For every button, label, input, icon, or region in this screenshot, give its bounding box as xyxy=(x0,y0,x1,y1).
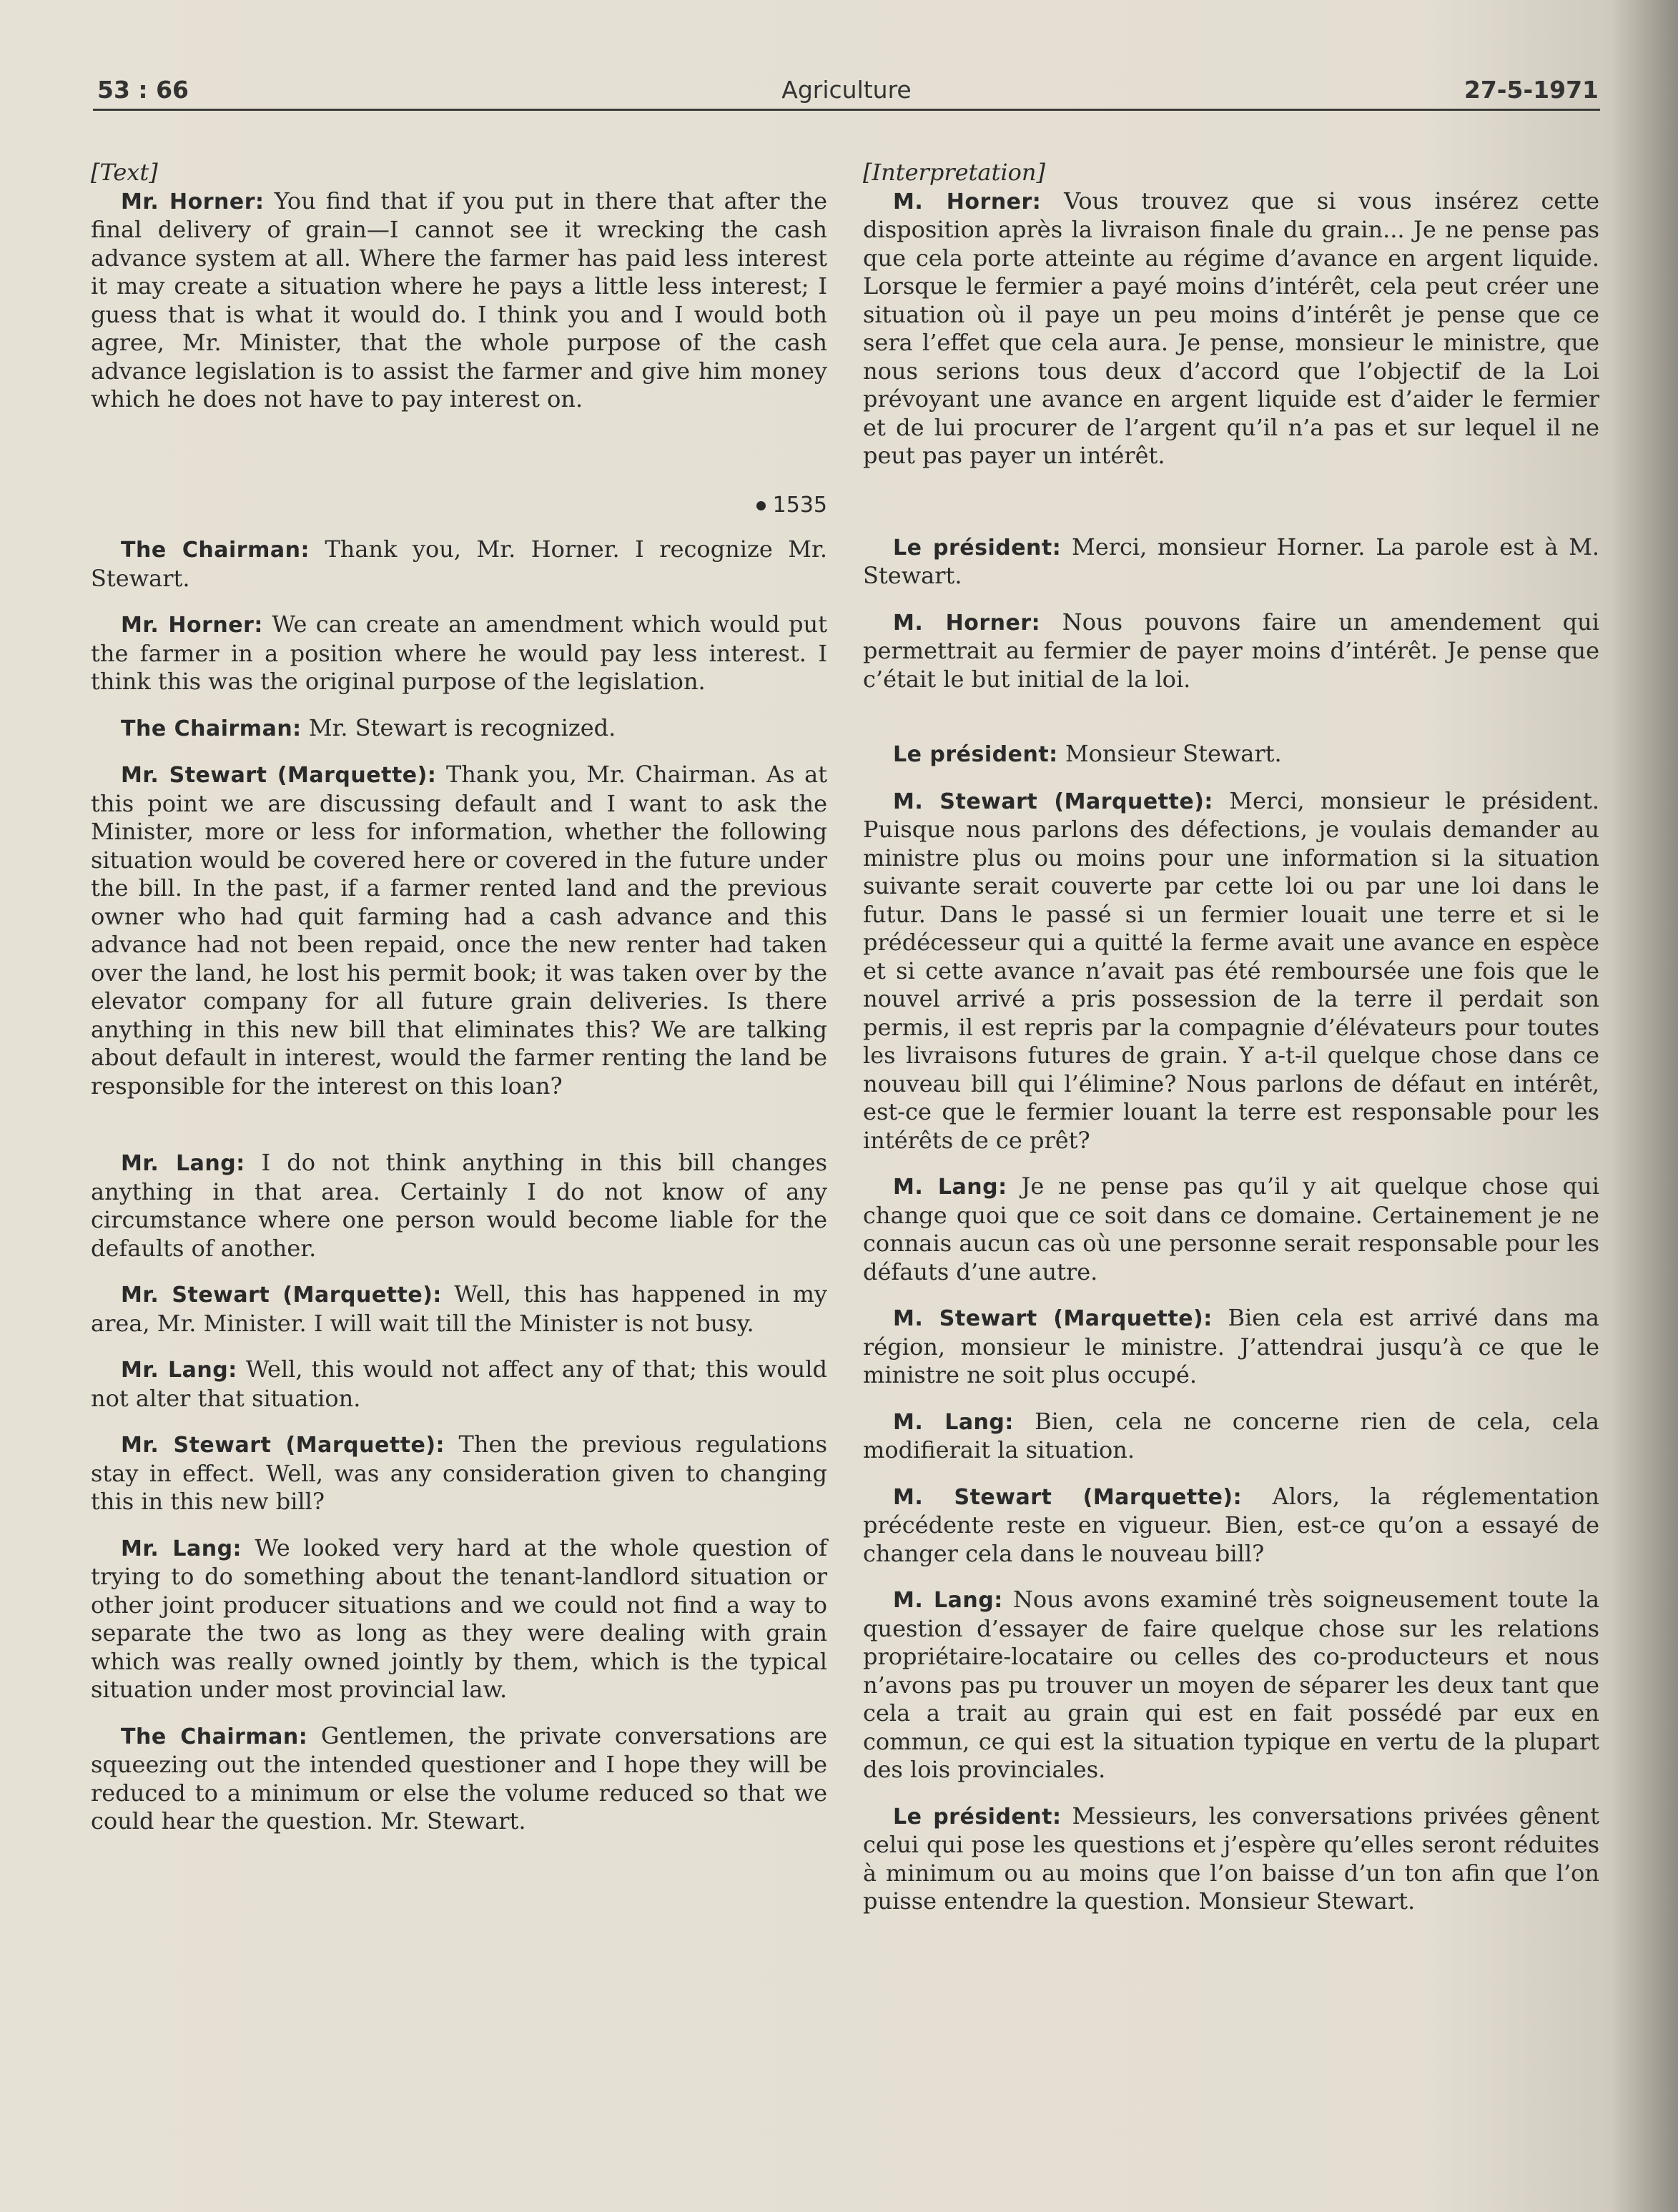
paragraph xyxy=(863,740,1599,769)
speech-text: Thank you, Mr. Chairman. As at this point we are discussing default and I want to ask the Minister, more or less for information, whether the following situation would be covered here or covered in the future under the bill. In the past, if a farmer rented land and the previous owner who had quit farming had a cash advance and this advance had not been repaid, once the new renter had taken over the land, he lost his permit book; it was taken over by the elevator company for all future grain deliveries. Is there anything in this new bill that eliminates this? We are talking about default in interest, would the farmer renting the land be responsible for the interest on this loan? xyxy=(91,761,828,1100)
speech-text: Nous avons examiné très soigneusement toute la question d’essayer de faire quelque chose sur les relations propriétaire-locataire ou celles des co-producteurs et nous n’avons pas pu trouver un moyen de séparer les deux tant que cela a trait au grain qui est en fait possédé par eux en commun, ce qui est la situation typique en vertu de la plupart des lois provinciales. xyxy=(863,1586,1600,1783)
speaker-name: Le président: xyxy=(893,742,1058,767)
speech-text: Mr. Stewart is recognized. xyxy=(308,714,616,741)
speaker-name: M. Lang: xyxy=(893,1175,1007,1200)
speech-text: Gentlemen, the private conversations are squeezing out the intended questioner and I hope they will be reduced to a minimum or else the volume reduced so that we could hear the question. Mr. Stewart. xyxy=(91,1722,828,1835)
speaker-name: M. Lang: xyxy=(893,1409,1014,1435)
speech-text: Merci, monsieur Horner. La parole est à M. Stewart. xyxy=(863,533,1599,589)
speaker-name: M. Stewart (Marquette): xyxy=(893,1306,1213,1331)
speaker-name: Mr. Lang: xyxy=(121,1358,237,1383)
speaker-name: Le président: xyxy=(893,535,1062,561)
speaker-name: The Chairman: xyxy=(121,716,302,741)
speech-text: Bien, cela ne concerne rien de cela, cela modifierait la situation. xyxy=(863,1407,1600,1463)
text-label: [Text] xyxy=(91,159,158,186)
speaker-name: Mr. Stewart (Marquette): xyxy=(121,1283,442,1308)
speech-text: Alors, la réglementation précédente reste en vigueur. Bien, est-ce qu’on a essayé de changer cela dans le nouveau bill? xyxy=(863,1482,1600,1567)
speech-text: Nous pouvons faire un amendement qui permettrait au fermier de payer moins d’intérêt. Je pense que c’était le but initial de la loi. xyxy=(863,608,1600,693)
bullet-icon xyxy=(756,501,766,510)
header-date: 27-5-1971 xyxy=(1464,76,1599,104)
paragraph xyxy=(91,714,827,744)
speech-text: Bien cela est arrivé dans ma région, monsieur le ministre. J’attendrai jusqu’à ce que le ministre ne soit plus occupé. xyxy=(863,1304,1600,1388)
time-marker xyxy=(91,491,827,520)
speaker-name: M. Stewart (Marquette): xyxy=(893,1484,1243,1510)
speech-text: Then the previous regulations stay in effect. Well, was any consideration given to changing this in this new bill? xyxy=(91,1431,827,1515)
paragraph xyxy=(91,1431,827,1516)
paragraph xyxy=(863,533,1599,591)
english-column xyxy=(91,159,827,1836)
speaker-name: M. Horner: xyxy=(893,189,1042,214)
paragraph xyxy=(863,1304,1599,1390)
paragraph xyxy=(91,1280,827,1338)
paragraph xyxy=(91,1722,827,1836)
speaker-name: Mr. Horner: xyxy=(121,189,265,214)
speech-text: Well, this would not affect any of that; this would not alter that situation. xyxy=(91,1356,828,1412)
speech-text: Merci, monsieur le président. Puisque nous parlons des défections, je voulais demander au ministre plus ou moins pour une information si la situation suivante serait couverte par cette loi ou par une loi dans le futur. Dans le passé si un fermier louait une terre et si le prédécesseur qui a quitté la ferme avait une avance en espèce et si cette avance n’avait pas été remboursée une fois que le nouvel arrivé a pris possession de la terre il perdait son permis, il est repris par la compagnie d’élévateurs pour toutes les livraisons futures de grain. Y a-t-il quelque chose dans ce nouveau bill qui l’élimine? Nous parlons de défaut en intérêt, est-ce que le fermier louant la terre est responsable pour les intérêts de ce prêt? xyxy=(863,786,1600,1154)
paragraph xyxy=(863,1172,1599,1286)
speech-text: Thank you, Mr. Horner. I recognize Mr. Stewart. xyxy=(91,535,827,592)
speaker-name: Mr. Stewart (Marquette): xyxy=(121,763,437,788)
speech-text: Je ne pense pas qu’il y ait quelque chose qui change quoi que ce soit dans ce domaine. Certainement je ne connais aucun cas où une personne serait responsable pour les défauts d’une autre. xyxy=(863,1172,1600,1285)
speech-text: Messieurs, les conversations privées gênent celui qui pose les questions et j’espère qu’elles seront réduites à minimum ou au moins que l’on baisse d’un ton afin que l’on puisse entendre la question. Monsieur Stewart. xyxy=(863,1802,1600,1915)
speaker-name: M. Stewart (Marquette): xyxy=(893,789,1213,814)
paragraph xyxy=(91,761,827,1100)
speech-text: I do not think anything in this bill changes anything in that area. Certainly I do not know of any circumstance where one person would become liable for the defaults of another. xyxy=(91,1149,828,1262)
speech-text: You find that if you put in there that after the final delivery of grain—I cannot see it wrecking the cash advance system at all. Where the farmer has paid less interest it may create a situation where he pays a little less interest; I guess that is what it would do. I think you and I would both agree, Mr. Minister, that the whole purpose of the cash advance legislation is to assist the farmer and give him money which he does not have to pay interest on. xyxy=(91,187,828,413)
speech-text: We looked very hard at the whole question of trying to do something about the tenant-landlord situation or other joint producer situations and we could not find a way to separate the two as long as they were dealing with grain which was really owned jointly by them, which is the typical situation under most provincial law. xyxy=(91,1534,828,1703)
paragraph xyxy=(863,187,1599,470)
french-column xyxy=(863,159,1599,1916)
speaker-name: Mr. Horner: xyxy=(121,613,263,638)
paragraph xyxy=(863,1802,1599,1916)
section-title: Agriculture xyxy=(781,76,912,104)
speaker-name: The Chairman: xyxy=(121,1724,308,1749)
speech-text: We can create an amendment which would put the farmer in a position where he would pay less interest. I think this was the original purpose of the legislation. xyxy=(91,611,828,695)
speaker-name: The Chairman: xyxy=(121,538,310,563)
paragraph xyxy=(863,1586,1599,1784)
paragraph xyxy=(863,787,1599,1155)
interpretation-label: [Interpretation] xyxy=(863,159,1045,186)
speaker-name: M. Lang: xyxy=(893,1588,1003,1613)
speech-text: Vous trouvez que si vous insérez cette disposition après la livraison finale du grain... Je ne pense pas que cela porte atteinte au régime d’avance en argent liquide. Lorsque le fermier a payé moins d’intérêt, cela peut créer une situation où il paye un peu moins d’intérêt je pense que ce sera l’effet que cela aura. Je pense, monsieur le ministre, que nous serions tous deux d’accord que l’objectif de la Loi prévoyant une avance en argent liquide est d’aider le fermier et de lui procurer de l’argent qu’il n’a pas et sur lequel il ne peut pas payer un intérêt. xyxy=(863,187,1600,469)
speaker-name: M. Horner: xyxy=(893,610,1041,636)
paragraph xyxy=(863,608,1599,694)
running-header xyxy=(93,71,1600,111)
paragraph xyxy=(91,611,827,696)
speech-text: Well, this has happened in my area, Mr. Minister. I will wait till the Minister is not busy. xyxy=(91,1280,828,1337)
speaker-name: Mr. Lang: xyxy=(121,1536,242,1561)
page-folio: 53 : 66 xyxy=(97,76,189,104)
speaker-name: Mr. Stewart (Marquette): xyxy=(121,1433,445,1458)
paragraph xyxy=(91,1149,827,1263)
paragraph xyxy=(863,1483,1599,1569)
time-marker-value: 1535 xyxy=(772,492,827,518)
speaker-name: Mr. Lang: xyxy=(121,1151,245,1176)
paragraph xyxy=(91,1356,827,1413)
paragraph xyxy=(91,1534,827,1704)
speech-text: Monsieur Stewart. xyxy=(1065,740,1282,767)
speaker-name: Le président: xyxy=(893,1804,1062,1830)
paragraph xyxy=(91,187,827,414)
paragraph xyxy=(863,1408,1599,1465)
paragraph xyxy=(91,535,827,593)
